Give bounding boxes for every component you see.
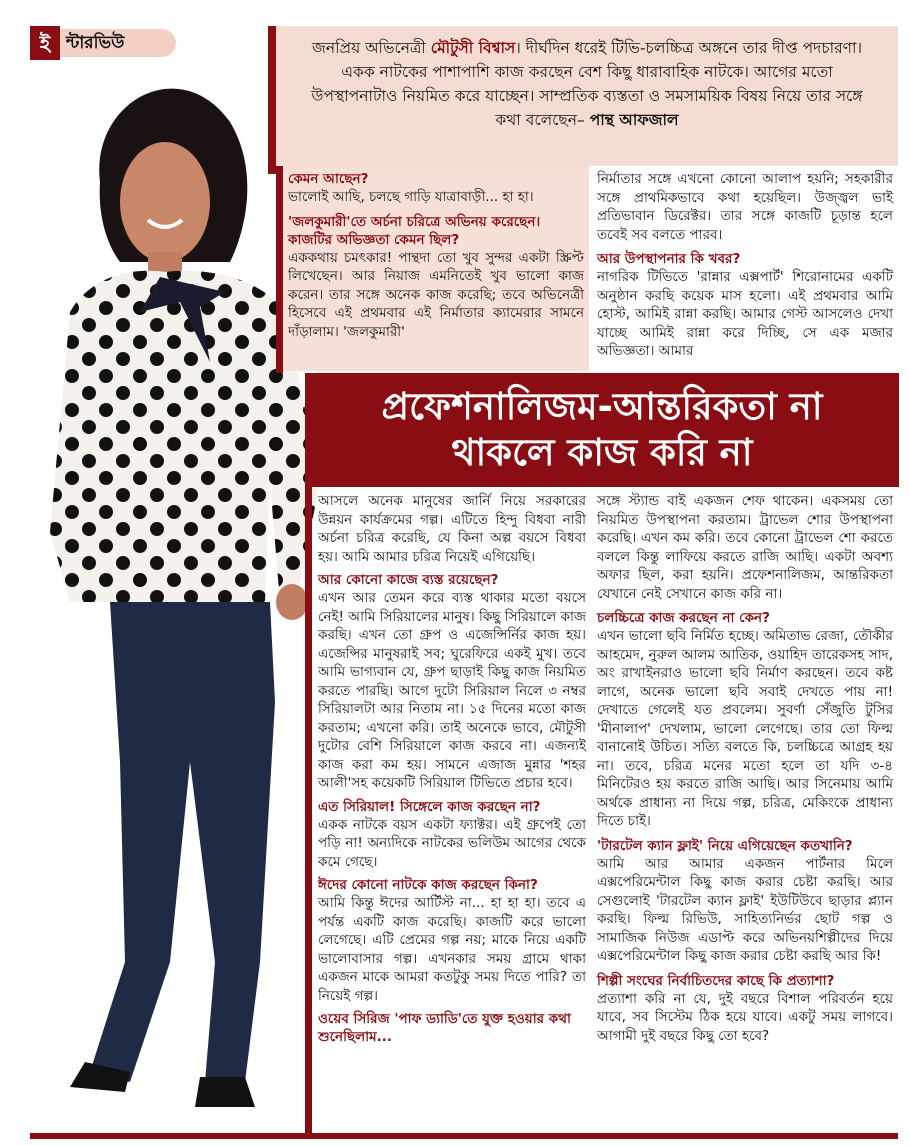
- intro-body: । দীর্ঘদিন ধরেই টিভি-চলচ্চিত্র অঙ্গনে তার দীপ্ত পদচারণা। একক নাটকের পাশাপাশি কাজ করছেন বেশ কিছু ধারাবাহিক নাটকে। আগের মতো উপস্থাপনাটাও নিয়মিত করে যাচ্ছেন। সাম্প্রতিক ব্যস্ততা ও সমসাময়িক বিষয় নিয়ে তার সঙ্গে কথা বলেছেন–: [311, 39, 863, 129]
- headline-line-1: প্রফেশনালিজম-আন্তরিকতা না: [381, 385, 823, 428]
- headline: [305, 373, 899, 487]
- column-2-top: [597, 170, 893, 361]
- column-1-top: [288, 170, 584, 341]
- intro-lead: জনপ্রিয় অভিনেত্রী: [311, 39, 431, 57]
- answer: এককথায় চমৎকার! পান্থদা তো খুব সুন্দর একটা স্ক্রিপ্ট লিখেছেন। আর নিয়াজ এমনিতেই খুব ভালো কাজ করেন। তার সঙ্গে অনেক কাজ করেছি; তবে অভিনেত্রী হিসেবে এই প্রথমবার এই নির্মাতার ক্যামেরার সামনে দাঁড়ালাম। 'জলকুমারী': [288, 249, 584, 340]
- question: 'টারটেল ক্যান ফ্লাই' নিয়ে এগিয়েছেন কতখানি?: [597, 837, 853, 854]
- question: আর কোনো কাজে ব্যস্ত রয়েছেন?: [318, 572, 499, 588]
- section-tag-label: ন্টারভিউ: [60, 29, 176, 57]
- question: এত সিরিয়াল! সিঙ্গেলে কাজ করছেন না?: [318, 798, 541, 815]
- answer: নাগরিক টিভিতে 'রান্নার এক্সপার্ট' শিরোনামের একটি অনুষ্ঠান করছি কয়েক মাস হলো। এই প্রথমবার আমি হোস্ট, আমিই রান্না করছি। আমার গেস্ট আসলেও দেখা যাচ্ছে আমিই রান্না করে দিচ্ছি, সে এক মজার অভিজ্ঞতা। আমার: [597, 269, 893, 359]
- intro-text: [276, 26, 898, 132]
- answer: একক নাটকে বয়স একটা ফ্যাক্টর। এই গ্রুপেই তো পড়ি না! অন্যদিকে নাটকের ভলিউম আগের থেকে কমে গেছে।: [318, 816, 586, 870]
- section-tag: [30, 26, 178, 60]
- question: শিল্পী সংঘের নির্বাচিতদের কাছে কি প্রত্যাশা?: [597, 972, 835, 989]
- intro-byline: পান্থ আফজাল: [589, 111, 679, 129]
- answer: আসলে অনেক মানুষের জার্নি নিয়ে সরকারের উন্নয়ন কার্যক্রমের গল্প। এটিতে হিন্দু বিধবা নারী অর্চনা চরিত্র করেছি, যে কিনা অল্প বয়সে বিধবা হয়। আমি আমার চরিত্র নিয়েই এগিয়েছি।: [318, 493, 586, 565]
- answer: এখন ভালো ছবি নির্মিত হচ্ছে। অমিতাভ রেজা, তৌকীর আহমেদ, নুরুল আলম আতিক, ওয়াহিদ তারেকসহ সাদ, অং রাখাইনরাও ভালো ছবি নির্মাণ করছেন। তবে কষ্ট লাগে, অনেক ভালো ছবি সবাই দেখতে পায় না! দেখাতে গেলেই যত প্রবলেম। সুবর্ণা সেঁজুতি টুসির 'মীনালাপ' দেখলাম, ভালো লেগেছে। তার তো ফিল্ম বানানোই উচিত। সত্যি বলতে কি, চলচ্চিত্রে আগ্রহ হয় না। তবে, চরিত্র মনের মতো হলে তা যদি ৩-৪ মিনিটেরও হয় করতে রাজি আছি। আর সিনেমায় আমি অর্থকে প্রাধান্য না দিয়ে গল্প, চরিত্র, মেকিংকে প্রাধান্য দিতে চাই।: [597, 628, 893, 829]
- intro-panel: [276, 26, 898, 166]
- answer: আমি আর আমার একজন পার্টনার মিলে এক্সপেরিমেন্টাল কিছু কাজ করার চেষ্টা করছি। আর সেগুলোই 'টারটেল ক্যান ফ্লাই' ইউটিউবে ছাড়ার প্ল্যান করছি। ফিল্ম রিভিউ, সাহিত্যনির্ভর ছোট গল্প ও সামাজিক নিউজ এডাপ্ট করে অভিনয়শিল্পীদের দিয়ে এক্সপেরিমেন্টাল কিছু কাজ করার চেষ্টা করছি আর কি!: [597, 855, 893, 964]
- answer: সঙ্গে স্ট্যান্ড বাই একজন শেফ থাকেন। একসময় তো নিয়মিত উপস্থাপনা করতাম। ট্রাভেল শোর উপস্থাপনা করেছি। এখন কম করি। তবে কোনো ট্রাভেল শো করতে বললে কিন্তু লাফিয়ে করতে রাজি আছি। একটা অবশ্য অফার ছিল, করা হয়নি। প্রফেশনালিজম, আন্তরিকতা যেখানে নেই সেখানে কাজ করি না।: [597, 493, 893, 602]
- divider-bottom: [30, 1133, 898, 1139]
- answer: নির্মাতার সঙ্গে এখনো কোনো আলাপ হয়নি; সহকারীর সঙ্গে প্রাথমিকভাবে কথা হয়েছিল। উজ্জ্বল ভাই প্রতিভাবান ডিরেক্টর। তার সঙ্গে কাজটি চূড়ান্ত হলে তবেই সব বলতে পারব।: [597, 171, 893, 243]
- question: ঈদের কোনো নাটকে কাজ করছেন কিনা?: [318, 877, 538, 893]
- question: চলচ্চিত্রে কাজ করছেন না কেন?: [597, 610, 770, 626]
- divider-vertical-mid: [276, 166, 283, 373]
- question: কেমন আছেন?: [288, 171, 369, 187]
- question: আর উপস্থাপনার কি খবর?: [597, 251, 741, 267]
- section-tag-initial: ই: [30, 26, 60, 60]
- divider-vertical-bottom: [305, 487, 312, 1133]
- question: ওয়েব সিরিজ 'পাফ ড্যাডি'তে যুক্ত হওয়ার কথা শুনেছিলাম...: [318, 1011, 571, 1045]
- headline-line-2: থাকলে কাজ করি না: [451, 431, 753, 474]
- answer: প্রত্যাশা করি না যে, দুই বছরে বিশাল পরিবর্তন হয়ে যাবে, সব সিস্টেম ঠিক হয়ে যাবে। একটু সময় লাগবে। আগামী দুই বছরে কিছু তো হবে?: [597, 990, 893, 1044]
- divider-vertical-top: [268, 26, 276, 174]
- column-1-bottom: [318, 492, 586, 1046]
- answer: ভালোই আছি, চলছে গাড়ি যাত্রাবাড়ী... হা হা।: [288, 189, 534, 205]
- answer: আমি কিন্তু ঈদের আর্টিস্ট না... হা হা হা। তবে এ পর্যন্ত একটি কাজ করেছি। কাজটি করে ভালো লেগেছে। এটি প্রেমের গল্প নয়; মাকে নিয়ে একটি ভালোবাসার গল্প। এখনকার সময় গ্রামে থাকা একজন মাকে আমরা কতটুকু সময় দিতে পারি? তা নিয়েই গল্প।: [318, 895, 586, 1004]
- intro-name: মৌটুসী বিশ্বাস: [430, 39, 516, 57]
- question: 'জলকুমারী'তে অর্চনা চরিত্রে অভিনয় করেছেন। কাজটির অভিজ্ঞতা কেমন ছিল?: [288, 213, 541, 248]
- answer: এখন আর তেমন করে ব্যস্ত থাকার মতো বয়সে নেই! আমি সিরিয়ালের মানুষ। কিছু সিরিয়ালে কাজ করছি। এখন তো গ্রুপ ও এজেন্সির্নির কাজ হয়। এজেন্সির মানুষরাই সব; ঘুরেফিরে একই মুখ। তবে আমি ভাগ্যবান যে, গ্রুপ ছাড়াই কিছু কাজ নিয়মিত করতে পারছি। আগে দুটো সিরিয়াল নিলে ৩ নম্বর সিরিয়ালটা আর নিতাম না। ১৫ দিনের মতো কাজ করতাম; এখনো করি। তাই অনেকে ভাবে, মৌটুসী দুটোর বেশি সিরিয়ালে কাজ করবে না। এজন্যই কাজ করা কম হয়। সামনে এজাজ মুন্নার 'শহর আলী'সহ কয়েকটি সিরিয়াল টিভিতে প্রচার হবে।: [318, 590, 586, 791]
- column-2-bottom: [597, 492, 893, 1045]
